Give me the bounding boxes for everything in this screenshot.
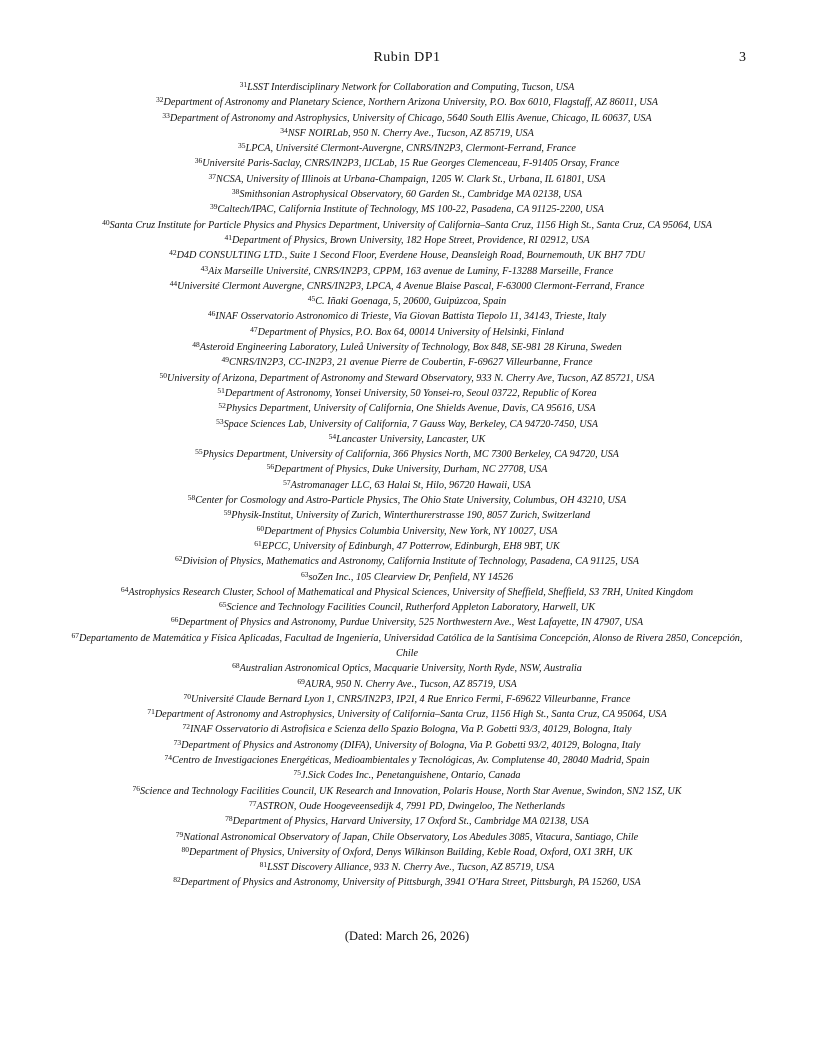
affiliation-number: 71 xyxy=(147,707,155,717)
affiliation-item xyxy=(60,95,754,110)
affiliation-item xyxy=(60,753,754,768)
affiliation-text: LSST Discovery Alliance, 933 N. Cherry Ave., Tucson, AZ 85719, USA xyxy=(267,862,555,874)
affiliation-number: 74 xyxy=(164,753,172,763)
affiliation-number: 65 xyxy=(218,600,227,610)
affiliation-number: 56 xyxy=(266,462,275,472)
affiliation-item xyxy=(60,738,754,753)
affiliation-number: 79 xyxy=(175,829,184,839)
affiliation-text: Science and Technology Facilities Council, UK Research and Innovation, Polaris House, North Star Avenue, Swindon, SN2 1SZ, UK xyxy=(140,785,682,797)
affiliation-number: 32 xyxy=(156,95,164,105)
affiliation-number: 53 xyxy=(216,416,224,426)
affiliation-number: 55 xyxy=(195,447,203,457)
affiliation-text: Division of Physics, Mathematics and Astronomy, California Institute of Technology, Pasadena, CA 91125, USA xyxy=(182,556,640,568)
affiliation-text: Department of Physics and Astronomy, University of Pittsburgh, 3941 O'Hara Street, Pittsburgh, PA 15260, USA xyxy=(180,877,641,889)
affiliation-number: 37 xyxy=(208,171,217,181)
affiliation-item xyxy=(60,462,754,477)
page-number: 3 xyxy=(739,50,746,65)
affiliation-text: INAF Osservatorio Astronomico di Trieste, Via Giovan Battista Tiepolo 11, 34143, Trieste, Italy xyxy=(215,311,607,323)
affiliation-number: 69 xyxy=(297,676,305,686)
affiliation-item xyxy=(60,875,754,890)
affiliation-number: 59 xyxy=(223,508,232,518)
affiliation-text: Department of Astronomy and Astrophysics, University of California–Santa Cruz, 1156 High St., Santa Cruz, CA 95064, USA xyxy=(154,709,667,721)
affiliation-text: Department of Astronomy and Planetary Science, Northern Arizona University, P.O. Box 6010, Flagstaff, AZ 86011, USA xyxy=(163,97,658,109)
affiliation-number: 60 xyxy=(256,523,265,533)
affiliation-item xyxy=(60,661,754,676)
affiliation-number: 46 xyxy=(207,309,216,319)
affiliation-item xyxy=(60,401,754,416)
affiliation-text: Departamento de Matemática y Física Aplicadas, Facultad de Ingeniería, Universidad Católica de la Santísima Concepción, Alonso de Rivera 2850, Concepción, Chile xyxy=(79,632,743,659)
affiliation-text: CNRS/IN2P3, CC-IN2P3, 21 avenue Pierre de Coubertin, F-69627 Villeurbanne, France xyxy=(228,357,593,369)
affiliation-number: 33 xyxy=(162,110,170,120)
affiliation-text: Lancaster University, Lancaster, UK xyxy=(336,433,486,445)
affiliation-item xyxy=(60,156,754,171)
affiliation-item xyxy=(60,294,754,309)
affiliation-number: 80 xyxy=(181,844,190,854)
affiliation-text: INAF Osservatorio di Astrofisica e Scienza dello Spazio Bologna, Via P. Gobetti 93/3, 40129, Bologna, Italy xyxy=(189,724,632,736)
affiliation-item xyxy=(60,784,754,799)
affiliation-number: 61 xyxy=(254,538,262,548)
affiliation-item xyxy=(60,248,754,263)
affiliation-item xyxy=(60,600,754,615)
affiliation-item xyxy=(60,508,754,523)
affiliation-text: LPCA, Université Clermont-Auvergne, CNRS/IN2P3, Clermont-Ferrand, France xyxy=(245,143,576,155)
affiliation-item xyxy=(60,570,754,585)
affiliation-item xyxy=(60,677,754,692)
affiliation-item xyxy=(60,799,754,814)
affiliation-item xyxy=(60,554,754,569)
affiliation-item xyxy=(60,692,754,707)
affiliation-text: NSF NOIRLab, 950 N. Cherry Ave., Tucson, AZ 85719, USA xyxy=(287,127,534,139)
affiliation-text: Australian Astronomical Optics, Macquarie University, North Ryde, NSW, Australia xyxy=(239,663,582,675)
affiliation-text: Science and Technology Facilities Council, Rutherford Appleton Laboratory, Harwell, UK xyxy=(226,602,596,614)
affiliation-number: 41 xyxy=(224,232,232,242)
affiliation-item xyxy=(60,585,754,600)
affiliation-text: D4D CONSULTING LTD., Suite 1 Second Floor, Everdene House, Deansleigh Road, Bournemouth, UK BH7 7DU xyxy=(176,250,645,262)
affiliation-text: Department of Physics, Brown University, 182 Hope Street, Providence, RI 02912, USA xyxy=(231,234,590,246)
affiliation-text: Santa Cruz Institute for Particle Physics and Physics Department, University of California–Santa Cruz, 1156 High St., Santa Cruz, CA 95064, USA xyxy=(109,219,712,231)
affiliation-number: 82 xyxy=(173,875,181,885)
affiliation-number: 77 xyxy=(249,798,257,808)
affiliation-item xyxy=(60,218,754,233)
affiliation-text: C. Iñaki Goenaga, 5, 20600, Guipúzcoa, Spain xyxy=(315,296,507,308)
affiliation-number: 63 xyxy=(300,569,309,579)
affiliation-text: Caltech/IPAC, California Institute of Technology, MS 100-22, Pasadena, CA 91125-2200, USA xyxy=(217,204,604,216)
affiliation-text: Astromanager LLC, 63 Halai St, Hilo, 96720 Hawaii, USA xyxy=(290,479,531,491)
affiliation-text: Department of Physics and Astronomy (DIFA), University of Bologna, Via P. Gobetti 93/2, 40129, Bologna, Italy xyxy=(181,739,641,751)
affiliation-number: 81 xyxy=(259,860,268,870)
affiliation-item xyxy=(60,417,754,432)
affiliation-text: Université Claude Bernard Lyon 1, CNRS/IN2P3, IP2I, 4 Rue Enrico Fermi, F-69622 Villeurbanne, France xyxy=(191,693,631,705)
affiliation-text: Department of Astronomy, Yonsei University, 50 Yonsei-ro, Seoul 03722, Republic of Korea xyxy=(224,387,597,399)
affiliation-number: 64 xyxy=(120,584,129,594)
affiliation-number: 58 xyxy=(187,493,196,503)
affiliation-number: 54 xyxy=(328,431,337,441)
affiliation-item xyxy=(60,447,754,462)
affiliation-item xyxy=(60,309,754,324)
affiliation-number: 49 xyxy=(221,355,229,365)
affiliation-item xyxy=(60,126,754,141)
affiliation-text: LSST Interdisciplinary Network for Collaboration and Computing, Tucson, USA xyxy=(247,82,575,93)
affiliation-number: 52 xyxy=(218,401,226,411)
affiliation-item xyxy=(60,722,754,737)
affiliation-item xyxy=(60,432,754,447)
affiliation-item xyxy=(60,340,754,355)
affiliation-number: 44 xyxy=(169,278,178,288)
affiliation-item xyxy=(60,172,754,187)
affiliation-number: 39 xyxy=(210,202,218,212)
affiliation-item xyxy=(60,814,754,829)
affiliation-item xyxy=(60,202,754,217)
affiliation-text: Smithsonian Astrophysical Observatory, 60 Garden St., Cambridge MA 02138, USA xyxy=(239,189,583,201)
affiliation-text: Université Paris-Saclay, CNRS/IN2P3, IJCLab, 15 Rue Georges Clemenceau, F-91405 Orsay, France xyxy=(202,158,620,170)
affiliation-item xyxy=(60,493,754,508)
affiliation-text: Department of Physics and Astronomy, Purdue University, 525 Northwestern Ave., West Lafayette, IN 47907, USA xyxy=(178,617,644,629)
affiliation-item xyxy=(60,539,754,554)
affiliation-number: 57 xyxy=(283,477,291,487)
affiliation-number: 40 xyxy=(102,217,110,227)
affiliation-text: Université Clermont Auvergne, CNRS/IN2P3, LPCA, 4 Avenue Blaise Pascal, F-63000 Clermont-Ferrand, France xyxy=(177,280,645,292)
affiliation-number: 73 xyxy=(173,737,182,747)
affiliation-item xyxy=(60,233,754,248)
affiliation-text: Space Sciences Lab, University of California, 7 Gauss Way, Berkeley, CA 94720-7450, USA xyxy=(223,418,598,430)
affiliation-item xyxy=(60,325,754,340)
affiliation-number: 47 xyxy=(250,324,258,334)
affiliation-item xyxy=(60,80,754,95)
affiliation-text: Center for Cosmology and Astro-Particle Physics, The Ohio State University, Columbus, OH 43210, USA xyxy=(195,495,627,507)
affiliation-text: Department of Physics, P.O. Box 64, 00014 University of Helsinki, Finland xyxy=(257,326,564,338)
affiliation-text: Department of Physics, Harvard University, 17 Oxford St., Cambridge MA 02138, USA xyxy=(232,816,589,828)
affiliation-number: 36 xyxy=(194,156,203,166)
affiliation-number: 78 xyxy=(225,814,233,824)
affiliation-text: Centro de Investigaciones Energéticas, Medioambientales y Tecnológicas, Av. Complutense 40, 28040 Madrid, Spain xyxy=(171,755,650,767)
affiliation-item xyxy=(60,524,754,539)
affiliation-item xyxy=(60,187,754,202)
affiliation-number: 45 xyxy=(307,294,316,304)
affiliation-number: 68 xyxy=(232,661,240,671)
affiliation-number: 75 xyxy=(293,768,301,778)
affiliation-item xyxy=(60,141,754,156)
affiliation-number: 43 xyxy=(200,263,209,273)
affiliation-text: ASTRON, Oude Hoogeveensedijk 4, 7991 PD, Dwingeloo, The Netherlands xyxy=(256,800,565,812)
affiliation-item xyxy=(60,860,754,875)
affiliation-text: University of Arizona, Department of Astronomy and Steward Observatory, 933 N. Cherry Ave, Tucson, AZ 85721, USA xyxy=(167,372,655,384)
affiliation-text: NCSA, University of Illinois at Urbana-Champaign, 1205 W. Clark St., Urbana, IL 61801, USA xyxy=(216,173,606,185)
affiliation-number: 66 xyxy=(170,615,179,625)
affiliation-item xyxy=(60,371,754,386)
affiliation-number: 38 xyxy=(231,187,240,197)
affiliation-item xyxy=(60,355,754,370)
affiliation-number: 34 xyxy=(280,125,288,135)
affiliation-text: Department of Physics, University of Oxford, Denys Wilkinson Building, Keble Road, Oxford, OX1 3RH, UK xyxy=(189,846,633,858)
affiliation-item xyxy=(60,111,754,126)
affiliation-text: National Astronomical Observatory of Japan, Chile Observatory, Los Abedules 3085, Vitacura, Santiago, Chile xyxy=(183,831,639,843)
affiliation-item xyxy=(60,264,754,279)
affiliation-number: 76 xyxy=(132,783,140,793)
affiliation-item xyxy=(60,845,754,860)
affiliation-item xyxy=(60,707,754,722)
affiliation-text: Department of Physics, Duke University, Durham, NC 27708, USA xyxy=(274,464,548,476)
affiliation-text: soZen Inc., 105 Clearview Dr, Penfield, NY 14526 xyxy=(308,571,514,583)
affiliation-text: J.Sick Codes Inc., Penetanguishene, Ontario, Canada xyxy=(300,770,521,782)
affiliation-text: Department of Astronomy and Astrophysics, University of Chicago, 5640 South Ellis Avenue, Chicago, IL 60637, USA xyxy=(169,112,652,124)
page-header xyxy=(0,50,814,66)
affiliation-number: 67 xyxy=(71,630,80,640)
affiliation-text: Physics Department, University of California, 366 Physics North, MC 7300 Berkeley, CA 94720, USA xyxy=(202,449,619,461)
affiliation-item xyxy=(60,615,754,630)
affiliation-number: 31 xyxy=(239,80,248,89)
running-title: Rubin DP1 xyxy=(373,50,441,65)
affiliation-list xyxy=(60,80,754,891)
affiliation-text: Department of Physics Columbia University, New York, NY 10027, USA xyxy=(264,525,558,537)
affiliation-text: EPCC, University of Edinburgh, 47 Potterrow, Edinburgh, EH8 9BT, UK xyxy=(261,540,560,552)
affiliation-text: Physik-Institut, University of Zurich, Winterthurerstrasse 190, 8057 Zurich, Switzerland xyxy=(231,510,591,522)
affiliation-item xyxy=(60,279,754,294)
affiliation-item xyxy=(60,386,754,401)
affiliation-number: 72 xyxy=(182,722,190,732)
affiliation-item xyxy=(60,830,754,845)
affiliation-number: 62 xyxy=(174,554,183,564)
affiliation-number: 48 xyxy=(192,340,200,350)
affiliation-text: Astrophysics Research Cluster, School of Mathematical and Physical Sciences, University of Sheffield, Sheffield, S3 7RH, United Kingdom xyxy=(128,586,694,598)
affiliation-number: 51 xyxy=(217,385,225,395)
affiliation-number: 70 xyxy=(183,691,192,701)
affiliation-number: 50 xyxy=(159,370,167,380)
affiliation-text: Aix Marseille Université, CNRS/IN2P3, CPPM, 163 avenue de Luminy, F-13288 Marseille, France xyxy=(208,265,614,277)
dated-line: (Dated: March 26, 2026) xyxy=(344,929,470,943)
affiliation-item xyxy=(60,631,754,662)
affiliation-text: AURA, 950 N. Cherry Ave., Tucson, AZ 85719, USA xyxy=(304,678,517,690)
affiliation-text: Asteroid Engineering Laboratory, Luleå University of Technology, Box 848, SE-981 28 Kiruna, Sweden xyxy=(199,342,622,354)
affiliation-item xyxy=(60,768,754,783)
affiliation-text: Physics Department, University of California, One Shields Avenue, Davis, CA 95616, USA xyxy=(225,403,596,415)
affiliation-number: 42 xyxy=(169,248,177,258)
affiliation-number: 35 xyxy=(238,141,246,151)
affiliation-item xyxy=(60,478,754,493)
